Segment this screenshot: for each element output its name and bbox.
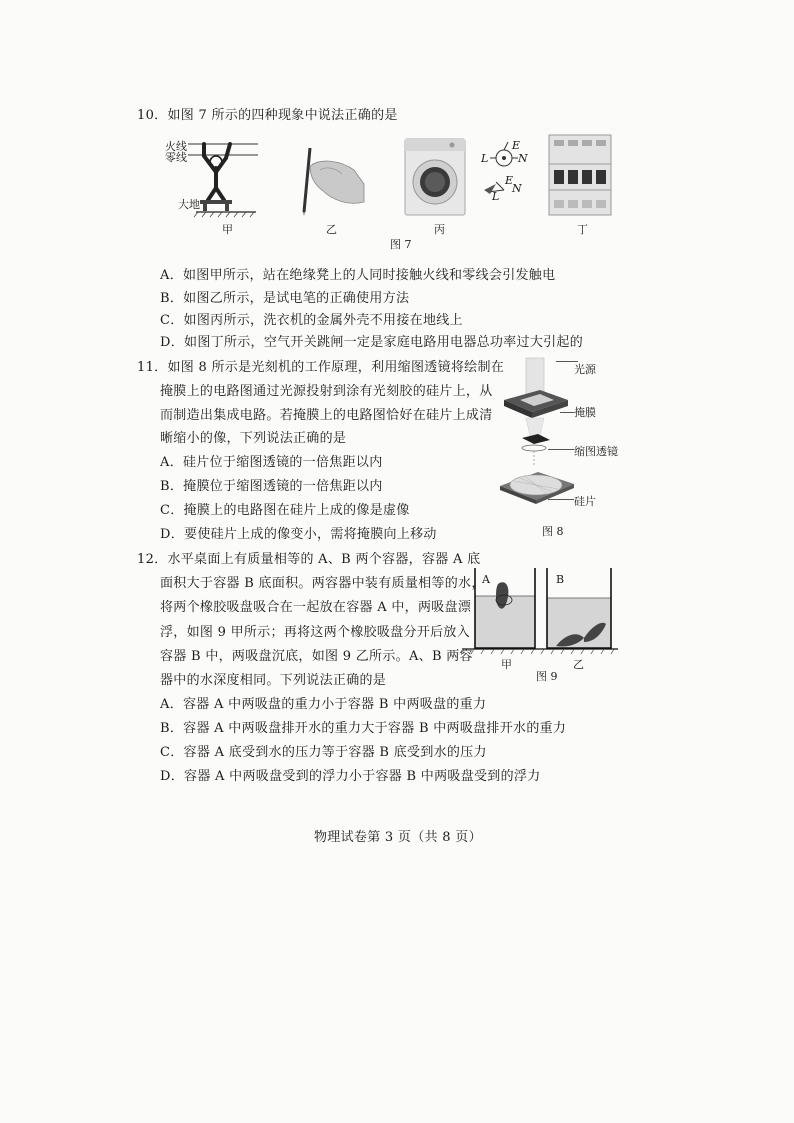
fig7-neutral-wire-label: 零线 xyxy=(165,151,187,164)
fig7-caption: 图 7 xyxy=(390,238,412,251)
fig7-caption-bing: 丙 xyxy=(434,223,445,236)
q11-stem-line-1: 11．如图 8 所示是光刻机的工作原理，利用缩图透镜将绘制在 xyxy=(137,360,505,375)
fig7-plug-diagram xyxy=(478,138,540,202)
q10-option-b: B．如图乙所示，是试电笔的正确使用方法 xyxy=(160,291,410,306)
fig7-N-label-top: N xyxy=(518,152,528,165)
q11-stem-line-3: 而制造出集成电路。若掩膜上的电路图恰好在硅片上成清 xyxy=(160,408,493,423)
fig7-caption-jia: 甲 xyxy=(222,223,233,236)
q12-option-d: D．容器 A 中两吸盘受到的浮力小于容器 B 中两吸盘受到的浮力 xyxy=(160,769,541,784)
fig7-yi-image xyxy=(296,140,366,216)
fig9-label-jia: 甲 xyxy=(501,658,512,671)
fig7-E-label-bottom: E xyxy=(505,174,514,187)
q12-stem-line-4: 浮，如图 9 甲所示；再将这两个橡胶吸盘分开后放入 xyxy=(160,625,471,640)
fig7-E-label-top: E xyxy=(512,139,521,152)
fig8-lens-leader xyxy=(548,449,574,450)
fig7-L-label-top: L xyxy=(481,152,489,165)
q10-option-c: C．如图丙所示，洗衣机的金属外壳不用接在地线上 xyxy=(160,313,463,328)
q10-option-d: D．如图丁所示，空气开关跳闸一定是家庭电路用电器总功率过大引起的 xyxy=(160,335,584,350)
fig7-ground-label: 大地 xyxy=(178,198,200,211)
q11-option-c: C．掩膜上的电路图在硅片上成的像是虚像 xyxy=(160,503,410,518)
fig8-mask-label: 掩膜 xyxy=(574,406,596,419)
q11-option-b: B．掩膜位于缩图透镜的一倍焦距以内 xyxy=(160,479,383,494)
q11-option-d: D．要使硅片上成的像变小，需将掩膜向上移动 xyxy=(160,527,437,542)
fig9-caption: 图 9 xyxy=(536,670,558,683)
fig7-live-wire-label: 火线 xyxy=(165,140,187,153)
fig7-caption-yi: 乙 xyxy=(326,223,337,236)
fig8-lens-label: 缩图透镜 xyxy=(574,445,618,458)
fig8-wafer-leader xyxy=(548,499,574,500)
fig7-N-label-bottom: N xyxy=(512,182,522,195)
fig7-caption-ding: 丁 xyxy=(577,223,588,236)
q12-option-c: C．容器 A 底受到水的压力等于容器 B 底受到水的压力 xyxy=(160,745,487,760)
fig8-light-source-label: 光源 xyxy=(574,363,596,376)
q11-stem-line-2: 掩膜上的电路图通过光源投射到涂有光刻胶的硅片上，从 xyxy=(160,384,493,399)
fig8-mask-leader xyxy=(560,412,574,413)
fig8-image xyxy=(496,356,576,516)
fig7-ding-image xyxy=(548,134,612,216)
q11-option-a: A．硅片位于缩图透镜的一倍焦距以内 xyxy=(160,455,383,470)
fig9-label-a: A xyxy=(482,573,490,586)
q12-option-b: B．容器 A 中两吸盘排开水的重力大于容器 B 中两吸盘排开水的重力 xyxy=(160,721,567,736)
q12-stem-line-2: 面积大于容器 B 底面积。两容器中装有质量相等的水， xyxy=(160,576,485,591)
fig9-label-b: B xyxy=(556,573,565,586)
fig7-bing-image xyxy=(404,138,466,216)
q12-stem-line-6: 器中的水深度相同。下列说法正确的是 xyxy=(160,673,387,688)
fig7-L-label-bottom: L xyxy=(492,190,500,203)
q10-option-a: A．如图甲所示，站在绝缘凳上的人同时接触火线和零线会引发触电 xyxy=(160,268,556,283)
q10-stem: 10．如图 7 所示的四种现象中说法正确的是 xyxy=(137,108,398,123)
fig9-label-yi: 乙 xyxy=(573,658,584,671)
page-footer: 物理试卷第 3 页（共 8 页） xyxy=(314,830,482,845)
fig8-wafer-label: 硅片 xyxy=(574,495,596,508)
q12-stem-line-3: 将两个橡胶吸盘吸合在一起放在容器 A 中，两吸盘漂 xyxy=(160,600,472,615)
q12-stem-line-5: 容器 B 中，两吸盘沉底，如图 9 乙所示。A、B 两容 xyxy=(160,649,473,664)
fig8-caption: 图 8 xyxy=(542,525,564,538)
q12-option-a: A．容器 A 中两吸盘的重力小于容器 B 中两吸盘的重力 xyxy=(160,697,487,712)
q11-stem-line-4: 晰缩小的像，下列说法正确的是 xyxy=(160,431,347,446)
q12-stem-line-1: 12．水平桌面上有质量相等的 A、B 两个容器，容器 A 底 xyxy=(137,552,481,567)
